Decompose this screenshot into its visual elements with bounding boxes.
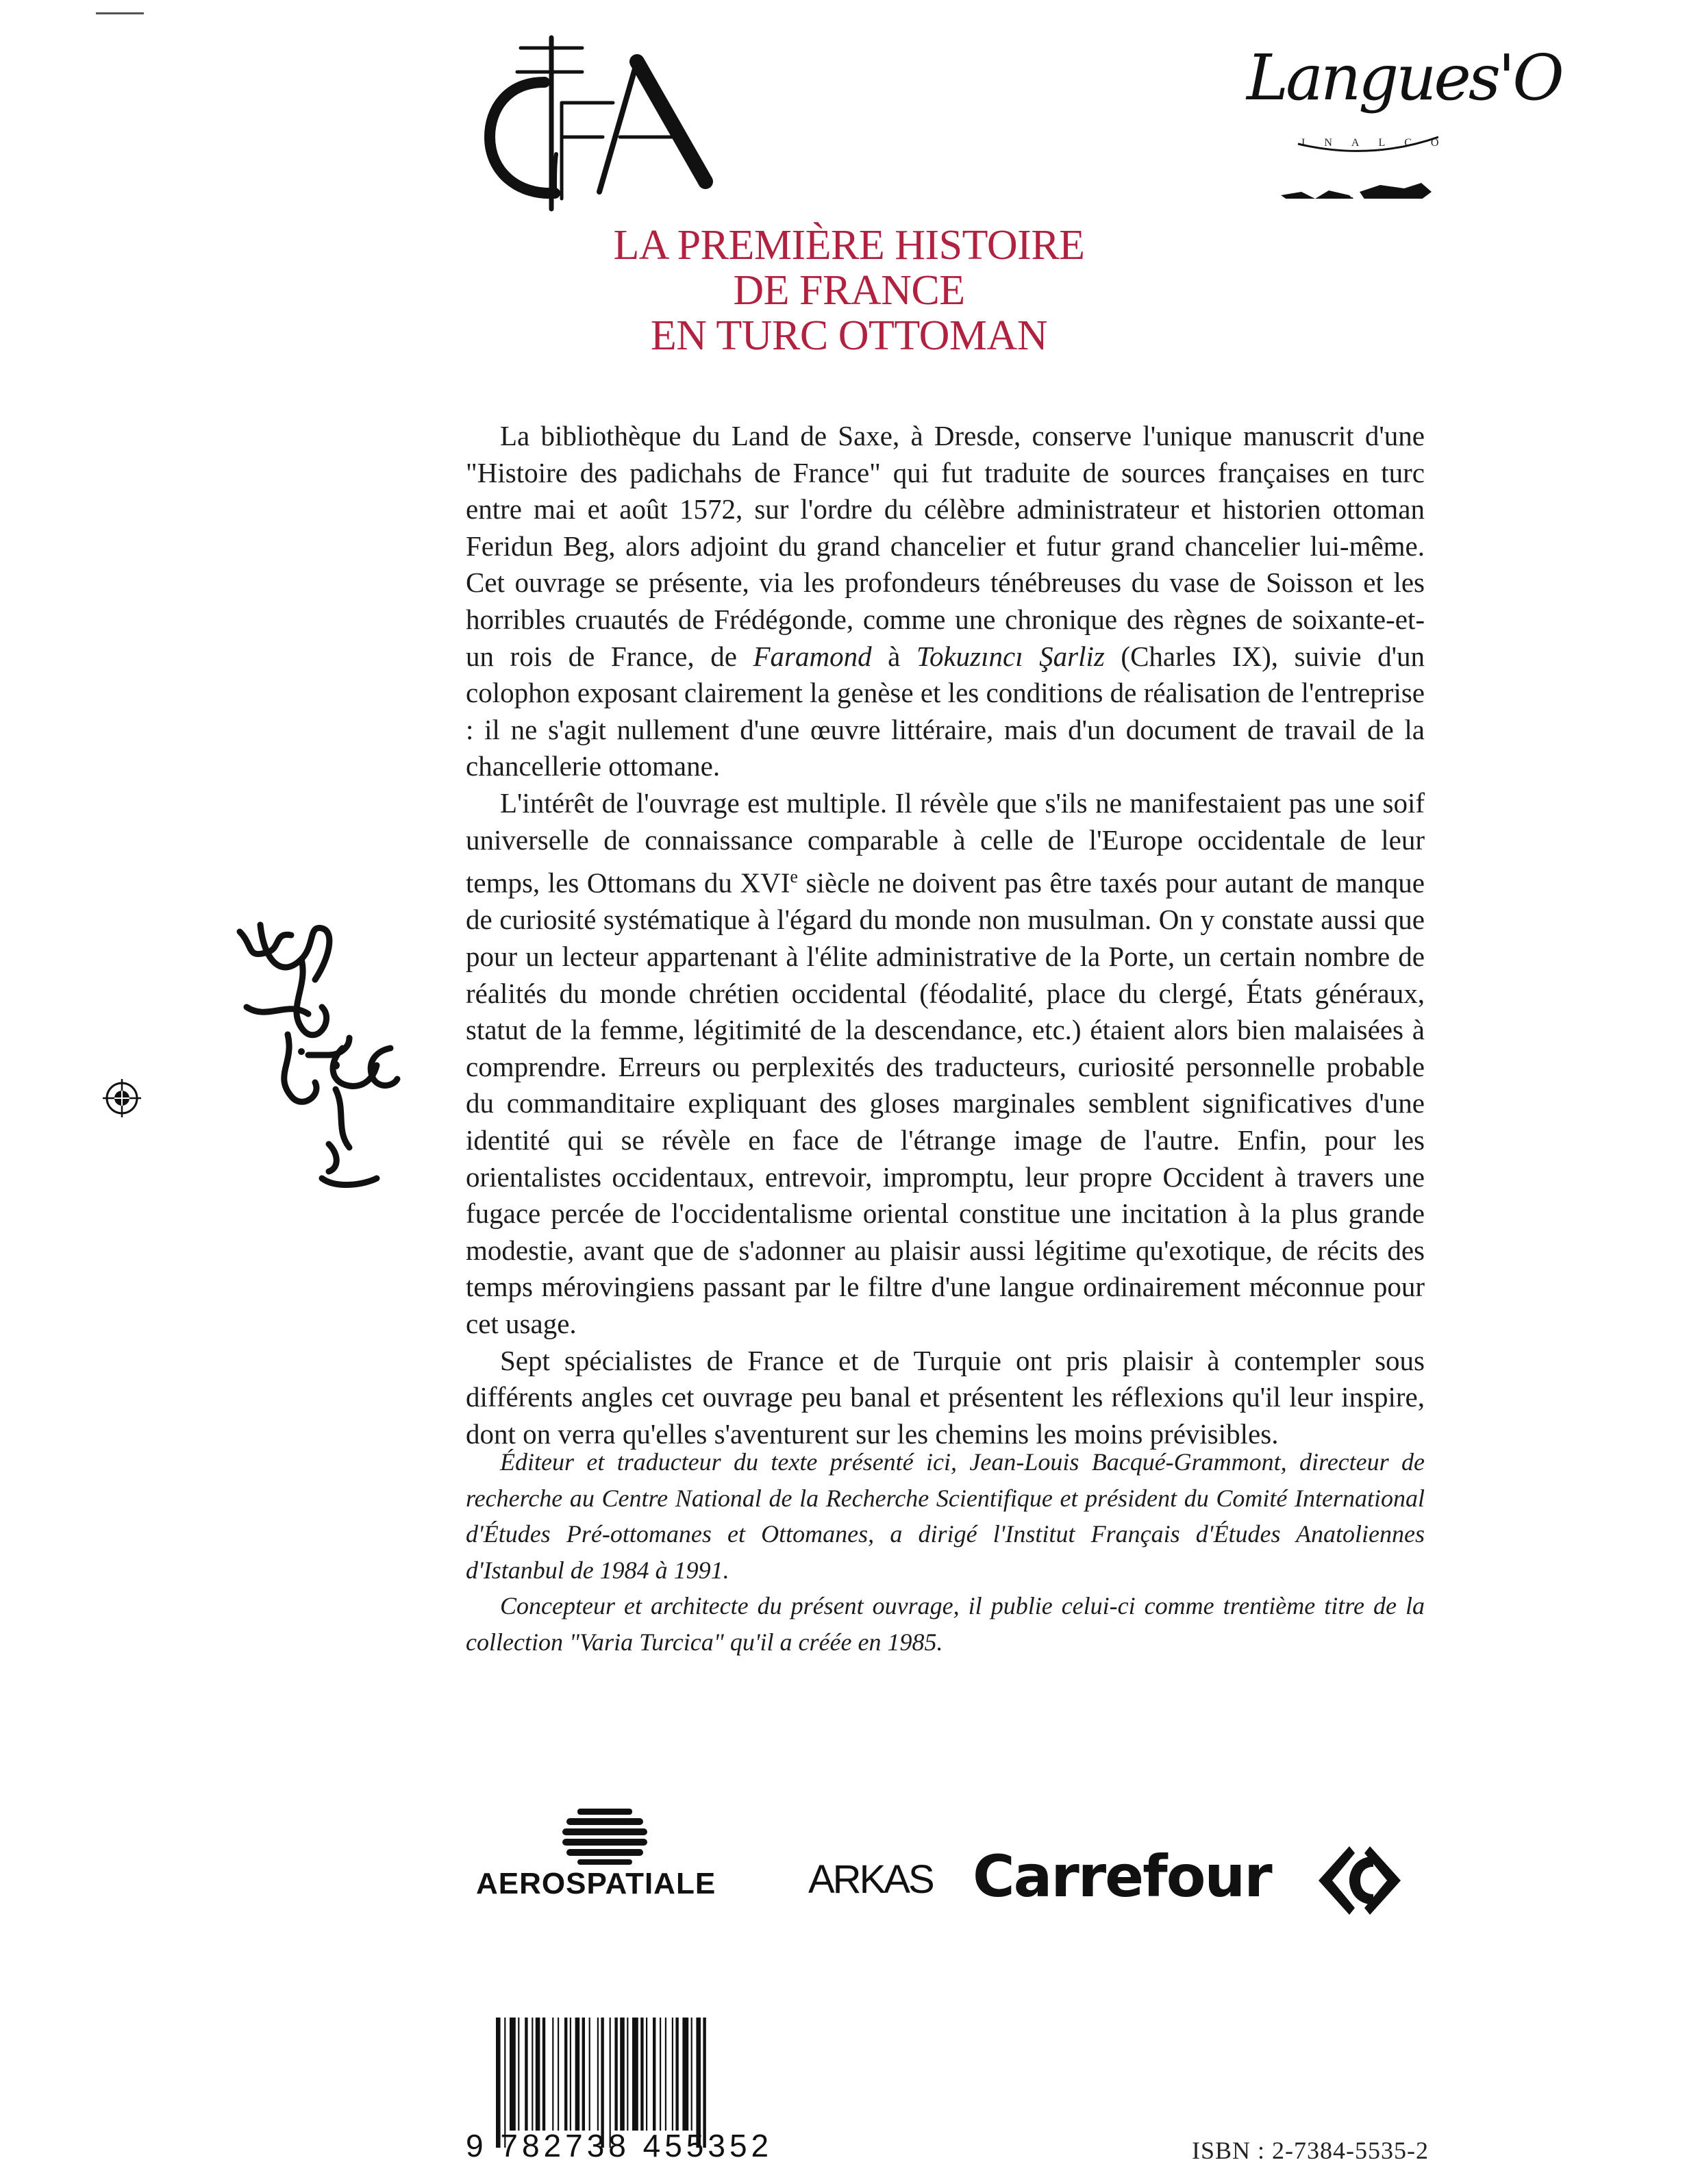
- title-line-1: LA PREMIÈRE HISTOIRE: [613, 222, 1085, 269]
- barcode-bar: [589, 2018, 590, 2131]
- crop-mark: [96, 12, 144, 14]
- barcode-bar: [632, 2018, 638, 2131]
- barcode-digits: 9 782738 455352: [466, 2128, 773, 2163]
- langues-o-logo: Langues'O: [1247, 41, 1562, 114]
- back-cover-blurb: [466, 418, 1425, 1452]
- book-title: [0, 223, 1698, 358]
- barcode-bar: [542, 2018, 545, 2131]
- barcode-bar: [660, 2018, 661, 2131]
- aerospatiale-logo: AEROSPATIALE: [476, 1867, 716, 1900]
- barcode-bar: [575, 2018, 580, 2131]
- barcode-bar: [675, 2018, 678, 2131]
- blurb-paragraph-2: L'intérêt de l'ouvrage est multiple. Il révèle que s'ils ne manifestaient pas une soif universelle de connaissance comparable à celle de l'Europe occidentale de leur temps, les Ottomans du XVIe siècle ne doivent pas être taxés pour autant de manque de curiosité systématique à l'égard du monde non musulman. On y constate aussi que pour un lecteur appartenant à l'élite administrative de la Porte, un certain nombre de réalités du monde chrétien occidental (féodalité, place du clergé, États généraux, statut de la femme, légitimité de la descendance, etc.) étaient alors bien malaisées à comprendre. Erreurs ou perplexités des traducteurs, curiosité personnelle probable du commanditaire expliquant des gloses marginales semblent significatives d'une identité qui se révèle en face de l'étrange image de l'autre. Enfin, pour les orientalistes occidentaux, entrevoir, impromptu, leur propre Occident à travers une fugace percée de l'occidentalisme oriental constitue une incitation à la plus grande modestie, avant que de s'adonner au plaisir aussi légitime qu'exotique, de récits des temps mérovingiens passant par le filtre d'une langue ordinairement méconnue pour cet usage.: [466, 786, 1425, 1339]
- blurb-paragraph-1: La bibliothèque du Land de Saxe, à Dresde, conserve l'unique manuscrit d'une "Histoire des padichahs de France" qui fut traduite de sources françaises en turc entre mai et août 1572, sur l'ordre du célèbre administrateur et historien ottoman Feridun Beg, alors adjoint du grand chancelier et futur grand chancelier lui-même. Cet ouvrage se présente, via les profondeurs ténébreuses du vase de Soisson et les horribles cruautés de Frédégonde, comme une chronique des règnes de soixante-et-un rois de France, de Faramond à Tokuzıncı Şarliz (Charles IX), suivie d'un colophon exposant clairement la genèse et les conditions de réalisation de l'entreprise : il ne s'agit nullement d'une œuvre littéraire, mais d'un document de travail de la chancellerie ottomane.: [466, 420, 1425, 782]
- calligraphy-ornament: [226, 918, 432, 1206]
- barcode-bar: [665, 2018, 666, 2131]
- world-map-icon: [1233, 41, 1438, 199]
- barcode-bar: [518, 2018, 519, 2131]
- barcode-bar: [691, 2018, 692, 2131]
- barcode-bar: [552, 2018, 553, 2131]
- barcode-bar: [570, 2018, 571, 2131]
- barcode-bar: [614, 2018, 617, 2131]
- barcode-bar: [510, 2018, 516, 2131]
- barcode-bar: [646, 2018, 647, 2131]
- barcode-bar: [682, 2018, 688, 2131]
- barcode-bar: [620, 2018, 625, 2131]
- arkas-logo: ARKAS: [808, 1857, 933, 1902]
- barcode-bar: [536, 2018, 540, 2131]
- blurb-paragraph-3: Sept spécialistes de France et de Turquie ont pris plaisir à contempler sous différents angles cet ouvrage peu banal et présentent les réflexions qu'il leur inspire, dont on verra qu'elles s'aventurent sur les chemins les moins prévisibles.: [466, 1344, 1425, 1450]
- title-line-3: EN TURC OTTOMAN: [650, 312, 1048, 359]
- barcode-bar: [653, 2018, 656, 2131]
- credits-paragraph-2: Concepteur et architecte du présent ouvrage, il publie celui-ci comme trentième titre de la collection "Varia Turcica" qu'il a créée en 1985.: [466, 1592, 1425, 1656]
- barcode-bar: [597, 2018, 599, 2131]
- barcode-bar: [525, 2018, 527, 2131]
- carrefour-icon: [1315, 1843, 1404, 1918]
- author-credits: [466, 1444, 1425, 1660]
- barcode-bar: [532, 2018, 533, 2131]
- inalco-label: INALCO: [1301, 137, 1458, 149]
- barcode-bar: [564, 2018, 567, 2131]
- barcode-bar: [627, 2018, 628, 2131]
- barcode-bar: [672, 2018, 673, 2131]
- cfea-logo: [479, 34, 726, 212]
- barcode-bar: [640, 2018, 643, 2131]
- barcode-bar: [558, 2018, 559, 2131]
- registration-mark-icon: [103, 1079, 141, 1117]
- isbn-number: ISBN : 2-7384-5535-2: [1192, 2137, 1429, 2164]
- carrefour-logo: Carrefour: [973, 1843, 1271, 1910]
- title-line-2: DE FRANCE: [733, 267, 965, 314]
- barcode-bar: [582, 2018, 585, 2131]
- credits-paragraph-1: Éditeur et traducteur du texte présenté ici, Jean-Louis Bacqué-Grammont, directeur de recherche au Centre National de la Recherche Scientifique et président du Comité International d'Études Pré-ottomanes et Ottomanes, a dirigé l'Institut Français d'Études Anatoliennes d'Istanbul de 1984 à 1991.: [466, 1448, 1425, 1584]
